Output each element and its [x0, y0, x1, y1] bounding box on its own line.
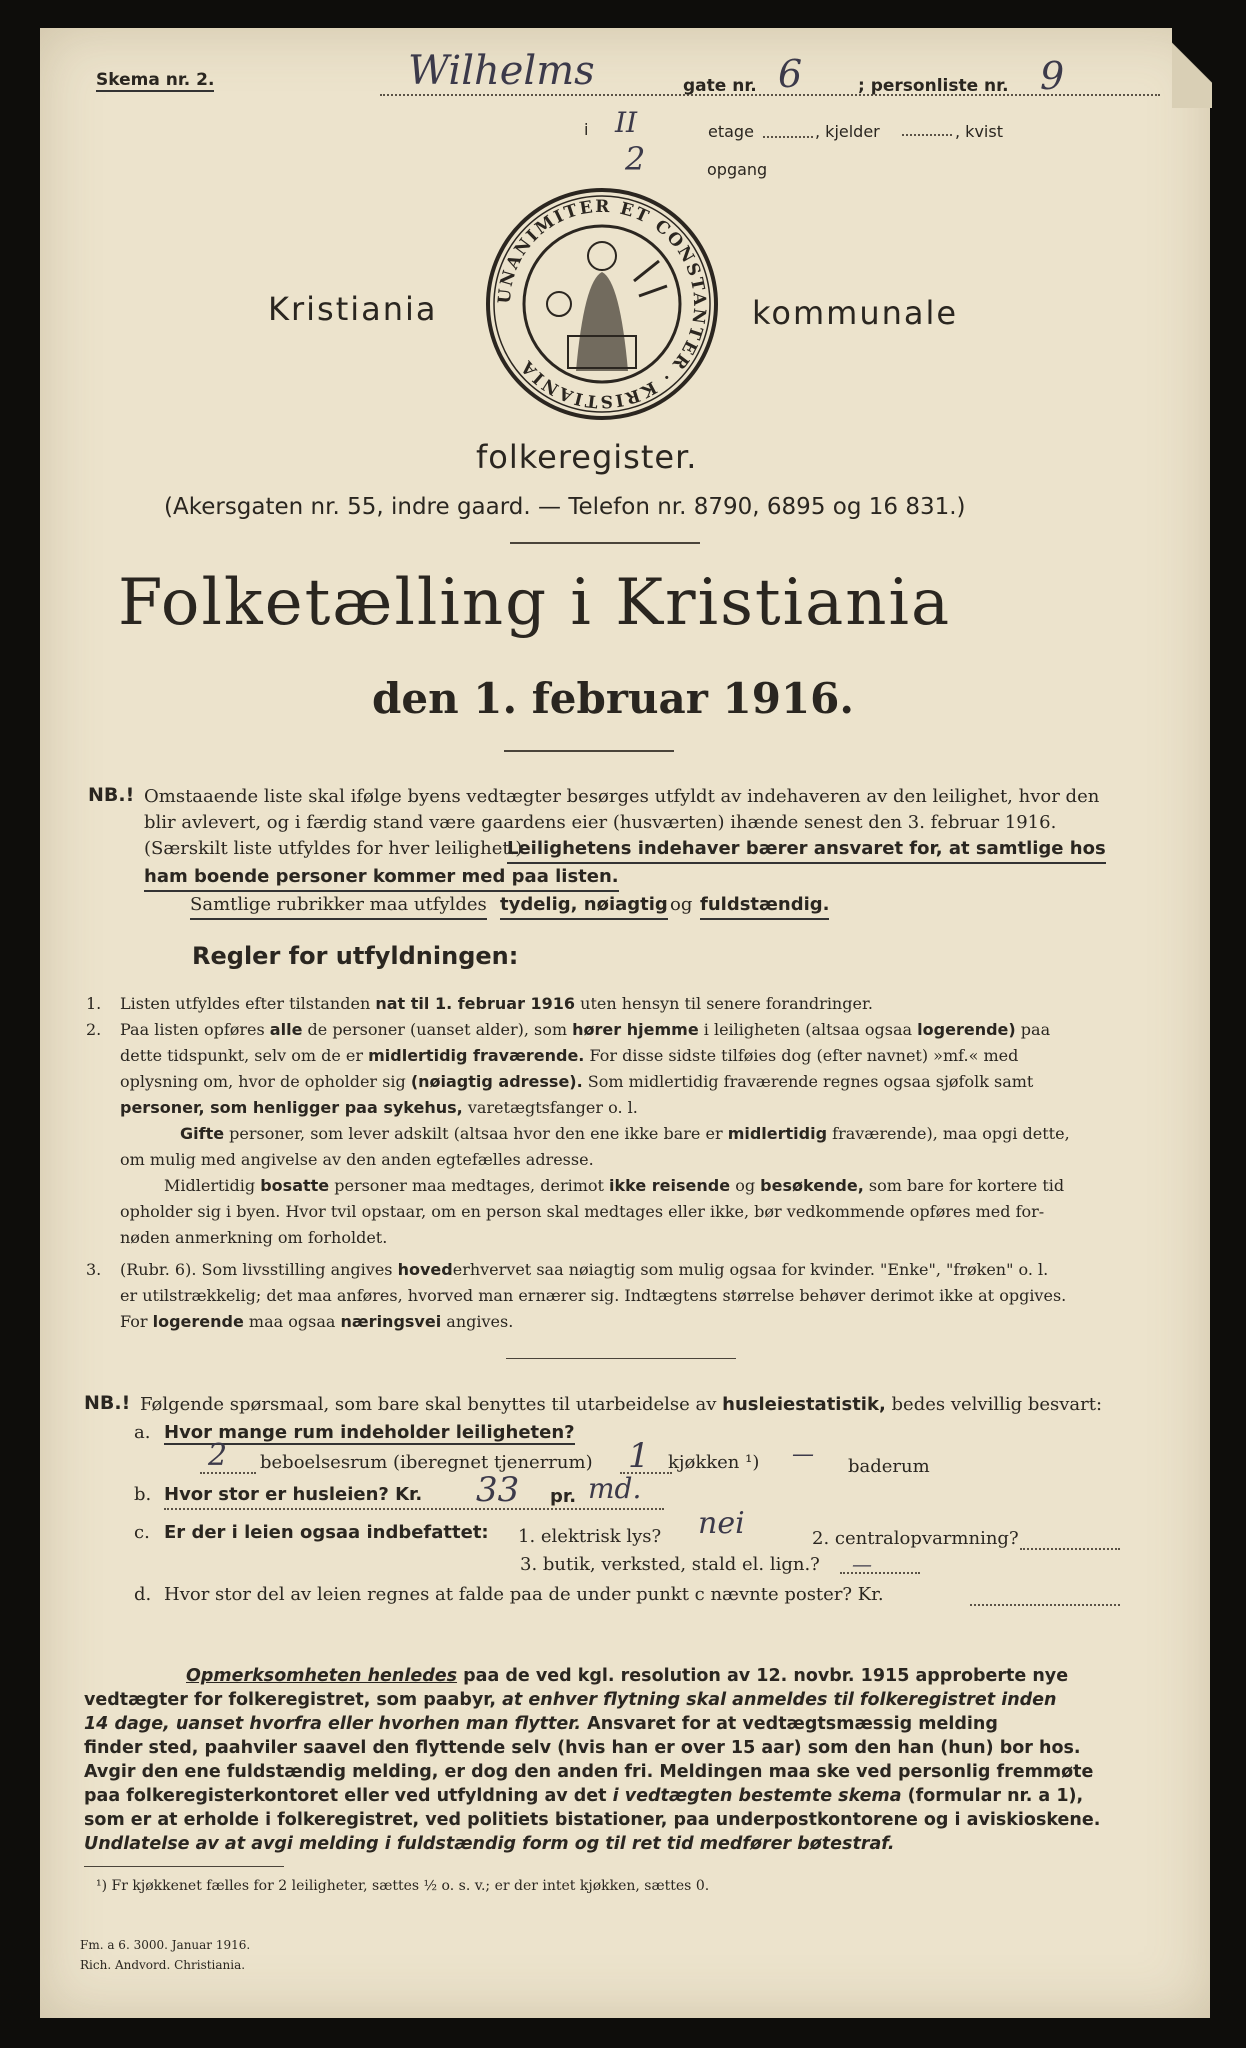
c3-value[interactable]: —	[852, 1552, 872, 1576]
rule-text: Midlertidig bosatte personer maa medtages, derimot ikke reisende og besøkende, som bare for kortere tid	[164, 1176, 1065, 1195]
nb1-line: Omstaaende liste skal ifølge byens vedtægter besørges utfyldt av indehaveren av den leilighet, hvor den	[144, 786, 1100, 807]
rule-number: 3.	[86, 1260, 102, 1279]
rule-text: opholder sig i byen. Hvor tvil opstaar, om en person skal medtages eller ikke, bør vedkommende opføres med for-	[120, 1202, 1045, 1221]
svg-text:UNANIMITER ET CONSTANTER · KRI: UNANIMITER ET CONSTANTER · KRISTIANIA	[494, 196, 710, 412]
rule-number: 2.	[86, 1020, 102, 1039]
imprint: Fm. a 6. 3000. Januar 1916.	[80, 1938, 251, 1952]
c2-line	[1020, 1548, 1120, 1550]
nb1-label: NB.!	[88, 784, 135, 806]
opgang-label: opgang	[707, 160, 768, 179]
notice-line: finder sted, paahviler saavel den flyttende selv (hvis han er over 15 aar) som den han (hun) bor hos.	[84, 1738, 1081, 1758]
rule-text: Listen utfyldes efter tilstanden nat til 1. februar 1916 uten hensyn til senere forandringer.	[120, 994, 873, 1013]
kjelder-label: , kjelder	[815, 122, 880, 141]
nb2-label: NB.!	[84, 1392, 131, 1414]
c1-label: 1. elektrisk lys?	[518, 1526, 662, 1547]
nb1-line: Samtlige rubrikker maa utfyldes	[190, 892, 487, 920]
personliste-number[interactable]: 9	[1040, 54, 1065, 98]
divider	[506, 1358, 736, 1359]
electric-light-value[interactable]: nei	[698, 1506, 745, 1541]
notice-line: Opmerksomheten henledes paa de ved kgl. resolution av 12. novbr. 1915 approberte nye	[186, 1666, 1069, 1686]
census-form-page	[40, 28, 1210, 2018]
rent-line	[164, 1508, 664, 1510]
question-letter: b.	[134, 1484, 152, 1505]
nb1-line: (Særskilt liste utfyldes for hver leilighet.)	[144, 838, 523, 859]
etage-label: etage	[708, 122, 754, 141]
nb1-emphasis: ham boende personer kommer med paa listen.	[144, 864, 619, 892]
rooms-line	[200, 1472, 256, 1474]
rule-number: 1.	[86, 994, 102, 1013]
rooms-label: beboelsesrum (iberegnet tjenerrum)	[260, 1452, 593, 1473]
rule-text: om mulig med angivelse av den anden egtefælles adresse.	[120, 1150, 594, 1169]
rent-amount[interactable]: 33	[476, 1470, 520, 1510]
rent-period[interactable]: md.	[588, 1472, 642, 1505]
bath-label: baderum	[848, 1456, 930, 1477]
rule-text: er utilstrækkelig; det maa anføres, hvorved man ernærer sig. Indtægtens størrelse behøver derimot ikke at opgives.	[120, 1286, 1067, 1305]
office-right: kommunale	[752, 294, 959, 332]
street-name-handwritten[interactable]: Wilhelms	[408, 48, 595, 94]
personliste-label: ; personliste nr.	[858, 76, 1009, 96]
kitchen-label: kjøkken ¹)	[668, 1452, 760, 1473]
rule-text: (Rubr. 6). Som livsstilling angives hovederhvervet saa nøiagtig som mulig ogsaa for kvinder. "Enke", "frøken" o. l.	[120, 1260, 1049, 1279]
office-address: (Akersgaten nr. 55, indre gaard. — Telefon nr. 8790, 6895 og 16 831.)	[164, 494, 966, 520]
notice-line: paa folkeregisterkontoret eller ved utfyldning av det i vedtægten bestemte skema (formular nr. a 1),	[84, 1786, 1084, 1806]
divider	[510, 542, 700, 544]
rule-text: personer, som henligger paa sykehus, varetægtsfanger o. l.	[120, 1098, 638, 1117]
notice-line: vedtægter for folkeregistret, som paabyr, at enhver flytning skal anmeldes til folkeregistret inden	[84, 1690, 1057, 1710]
skema-label: Skema nr. 2.	[96, 70, 215, 90]
question-a: Hvor mange rum indeholder leiligheten?	[164, 1422, 575, 1443]
question-letter: c.	[134, 1522, 150, 1543]
nb1-line: blir avlevert, og i færdig stand være gaardens eier (husværten) ihænde senest den 3. februar 1916.	[144, 812, 1057, 833]
office-left: Kristiania	[268, 290, 438, 328]
question-c: Er der i leien ogsaa indbefattet:	[164, 1522, 489, 1543]
opgang-value[interactable]: 2	[625, 140, 646, 178]
rule-text: nøden anmerkning om forholdet.	[120, 1228, 388, 1247]
nb1-emphasis: fuldstændig.	[700, 892, 829, 920]
question-letter: a.	[134, 1422, 151, 1443]
etage-prefix: i	[584, 120, 589, 139]
kvist-label: , kvist	[955, 122, 1003, 141]
gate-number[interactable]: 6	[778, 52, 803, 96]
d-line	[970, 1604, 1120, 1606]
notice-line: Avgir den ene fuldstændig melding, er dog den anden fri. Meldingen maa ske ved personlig fremmøte	[84, 1762, 1094, 1782]
imprint: Rich. Andvord. Christiania.	[80, 1958, 246, 1972]
nb1-emphasis: tydelig, nøiagtig	[500, 892, 668, 920]
folkeregister-label: folkeregister.	[476, 438, 698, 476]
nb2-intro: Følgende spørsmaal, som bare skal benyttes til utarbeidelse av husleiestatistik, bedes velvillig besvart:	[140, 1394, 1103, 1415]
rule-text: For logerende maa ogsaa næringsvei angives.	[120, 1312, 514, 1331]
c2-label: 2. centralopvarmning?	[812, 1528, 1019, 1549]
c3-label: 3. butik, verksted, stald el. lign.?	[520, 1554, 820, 1575]
etage-value[interactable]: II	[615, 106, 638, 139]
document-date: den 1. februar 1916.	[372, 674, 855, 723]
rooms-value[interactable]: 2	[208, 1438, 228, 1473]
city-seal-icon	[484, 186, 720, 422]
rule-text: Gifte personer, som lever adskilt (altsaa hvor den ene ikke bare er midlertidig fraværende), maa opgi dette,	[180, 1124, 1070, 1143]
question-b: Hvor stor er husleien? Kr.	[164, 1484, 423, 1505]
kvist-line	[902, 134, 952, 136]
folded-corner	[1172, 28, 1212, 108]
kjelder-line	[763, 136, 813, 138]
kitchen-value[interactable]: 1	[628, 1436, 650, 1476]
nb1-line: og	[670, 894, 693, 915]
gate-label: gate nr.	[683, 76, 757, 96]
nb1-emphasis: Leilighetens indehaver bærer ansvaret for, at samtlige hos	[507, 836, 1106, 864]
document-title: Folketælling i Kristiania	[118, 566, 952, 640]
rule-text: oplysning om, hvor de opholder sig (nøiagtig adresse). Som midlertidig fraværende regnes ogsaa sjøfolk samt	[120, 1072, 1034, 1091]
rule-text: dette tidspunkt, selv om de er midlertidig fraværende. For disse sidste tilføies dog (efter navnet) »mf.« med	[120, 1046, 1019, 1065]
c3-line	[840, 1572, 920, 1574]
footnote: ¹) Fr kjøkkenet fælles for 2 leiligheter, sættes ½ o. s. v.; er der intet kjøkken, sættes 0.	[96, 1878, 710, 1894]
divider	[504, 750, 674, 752]
rule-text: Paa listen opføres alle de personer (uanset alder), som hører hjemme i leiligheten (altsaa ogsaa logerende) paa	[120, 1020, 1051, 1039]
question-letter: d.	[134, 1584, 152, 1605]
notice-line: 14 dage, uanset hvorfra eller hvorhen man flytter. Ansvaret for at vedtægtsmæssig melding	[84, 1714, 998, 1734]
rules-heading: Regler for utfyldningen:	[192, 942, 519, 970]
notice-line: Undlatelse av at avgi melding i fuldstændig form og til ret tid medfører bøtestraf.	[84, 1834, 895, 1854]
bath-value[interactable]: —	[792, 1442, 814, 1467]
notice-line: som er at erholde i folkeregistret, ved politiets bistationer, paa underpostkontorene og i aviskioskene.	[84, 1810, 1101, 1830]
rent-per-label: pr.	[550, 1486, 577, 1507]
question-d: Hvor stor del av leien regnes at falde paa de under punkt c nævnte poster? Kr.	[164, 1584, 884, 1605]
footnote-divider	[84, 1866, 284, 1867]
